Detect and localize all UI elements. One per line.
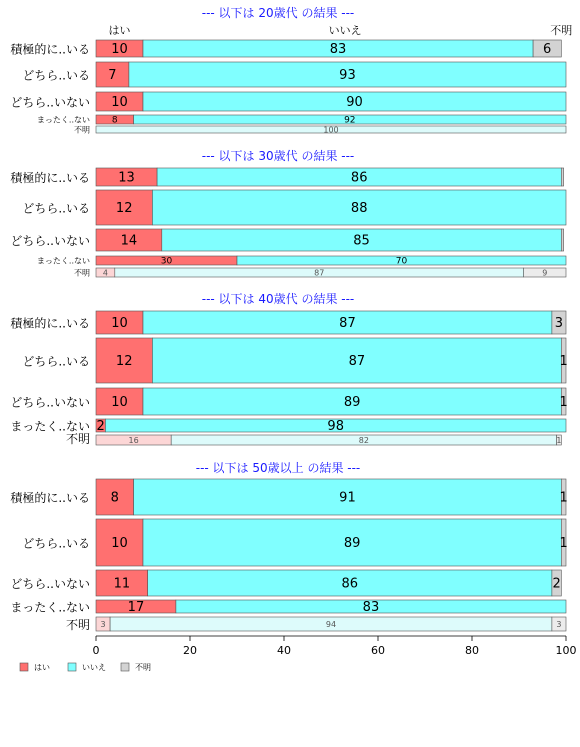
bar-segment-unknown [561,229,563,251]
panel-title: --- 以下は 20歳代 の結果 --- [201,6,355,20]
data-label: 100 [323,125,339,135]
data-label: 87 [314,268,325,278]
data-label: 10 [111,395,128,411]
data-label: 17 [127,600,145,616]
data-label: 93 [339,68,356,84]
column-header: いいえ [328,24,362,37]
data-label: 30 [160,256,173,267]
row-label: 積極的に..いる [10,316,90,331]
x-tick-label: 100 [555,644,577,657]
data-label: 13 [118,170,135,186]
data-label: 98 [327,419,344,435]
legend-label: 不明 [135,663,151,672]
data-label: 3 [556,619,562,629]
row-label: どちら..いない [10,95,90,110]
legend-label: いいえ [82,663,106,672]
data-label: 8 [111,115,118,126]
x-tick-label: 80 [465,644,479,657]
data-label: 87 [348,354,366,370]
data-label: 87 [339,316,356,332]
column-header: 不明 [550,24,573,37]
data-label: 86 [350,170,368,186]
data-label: 7 [108,68,117,84]
row-label: まったく..ない [10,600,90,615]
row-label: どちら..いない [10,577,90,591]
data-label: 1 [559,536,568,552]
row-label: 積極的に..いる [10,491,90,505]
data-label: 9 [542,268,548,278]
legend-swatch [68,663,76,671]
data-label: 16 [128,435,139,445]
bar-segment-unknown [561,168,563,186]
data-label: 4 [102,268,108,278]
data-label: 3 [100,619,106,629]
legend-swatch [121,663,129,671]
row-label: どちら..いる [22,201,90,216]
x-tick-label: 60 [371,644,385,657]
data-label: 11 [113,576,131,592]
data-label: 12 [115,201,133,217]
data-label: 82 [358,435,369,445]
data-label: 83 [329,42,347,58]
row-label: どちら..いない [10,234,90,248]
row-label: まったく..ない [36,256,90,266]
row-label: まったく..ない [10,419,90,434]
row-label: まったく..ない [36,115,90,125]
data-label: 89 [343,536,361,552]
row-label: どちら..いる [22,68,90,83]
data-label: 91 [339,490,356,506]
data-label: 85 [353,233,370,249]
row-label: 不明 [74,268,90,278]
data-label: 88 [350,201,368,217]
data-label: 10 [111,536,128,552]
data-label: 10 [111,95,128,111]
row-label: どちら..いる [22,354,90,369]
data-label: 89 [343,395,361,411]
panel-title: --- 以下は 30歳代 の結果 --- [201,149,355,163]
data-label: 8 [110,490,119,506]
data-label: 94 [325,619,337,629]
row-label: 積極的に..いる [10,42,90,57]
row-label: どちら..いる [22,536,90,551]
legend-label: はい [34,663,50,672]
data-label: 12 [115,354,133,370]
data-label: 10 [111,316,128,332]
data-label: 83 [362,600,380,616]
row-label: 不明 [65,618,90,632]
row-label: 不明 [74,125,90,135]
x-tick-label: 0 [92,644,100,657]
data-label: 1 [559,490,568,506]
x-tick-label: 40 [277,644,291,657]
panel-title: --- 以下は 50歳以上 の結果 --- [195,461,361,475]
data-label: 14 [120,233,138,249]
data-label: 70 [395,256,408,267]
data-label: 1 [559,395,568,411]
column-header: はい [108,24,131,37]
data-label: 1 [559,354,568,370]
data-label: 92 [344,115,356,126]
data-label: 86 [341,576,359,592]
data-label: 90 [346,95,363,111]
row-label: どちら..いない [10,395,90,410]
data-label: 2 [96,419,105,435]
data-label: 1 [556,435,562,445]
x-tick-label: 20 [183,644,197,657]
row-label: 積極的に..いる [10,171,90,185]
legend-swatch [20,663,28,671]
data-label: 3 [554,316,564,332]
panel-title: --- 以下は 40歳代 の結果 --- [201,292,355,306]
data-label: 2 [552,576,561,592]
row-label: 不明 [65,432,90,446]
data-label: 6 [543,42,552,58]
data-label: 10 [111,42,128,58]
